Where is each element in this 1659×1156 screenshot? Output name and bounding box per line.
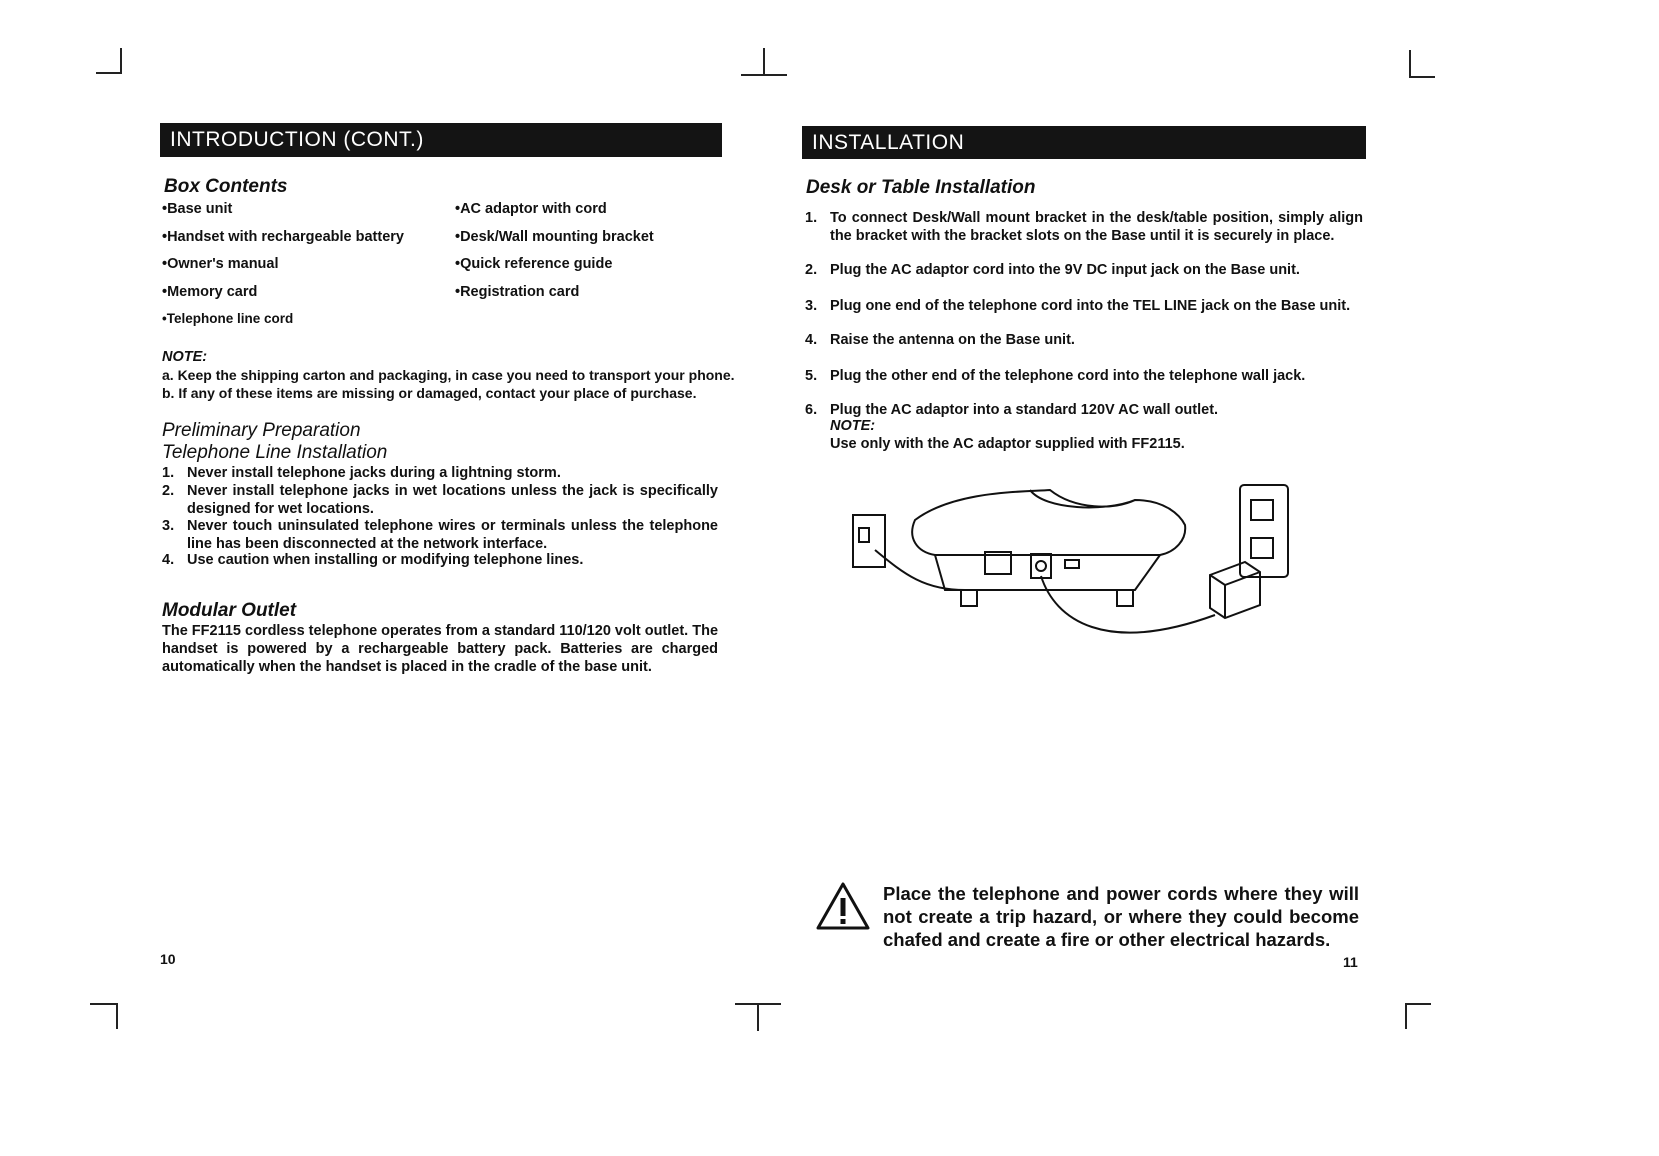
- left-page-number: 10: [160, 951, 176, 967]
- prelim-text: Use caution when installing or modifying telephone lines.: [187, 552, 584, 568]
- installation-illustration: [845, 480, 1295, 655]
- box-item: •Registration card: [455, 284, 580, 300]
- box-item: •Base unit: [162, 201, 233, 217]
- base-back-panel: [935, 555, 1160, 590]
- step-text: Plug one end of the telephone cord into the TEL LINE jack on the Base unit.: [830, 298, 1351, 314]
- telephone-line-subtitle: Telephone Line Installation: [162, 442, 388, 463]
- right-page-number: 11: [1343, 954, 1358, 970]
- ac-adaptor-edges: [1210, 572, 1260, 618]
- step-num: 4.: [805, 332, 818, 348]
- warning-text: Place the telephone and power cords where they will not create a trip hazard, or where they could become chafed and create a fire or other electrical hazards.: [883, 883, 1359, 950]
- base-foot: [1117, 590, 1133, 606]
- crop-mark-bottom-left: [90, 1003, 118, 1005]
- box-item: •Desk/Wall mounting bracket: [455, 229, 654, 245]
- step-num: 6.: [805, 402, 818, 418]
- left-page-header: INTRODUCTION (CONT.): [160, 123, 722, 157]
- crop-mark-bottom-right: [1405, 1003, 1431, 1005]
- box-item: •Memory card: [162, 284, 258, 300]
- crop-mark-bottom-center-v: [757, 1003, 759, 1031]
- step-num: 1.: [805, 210, 818, 226]
- note-label: NOTE:: [162, 349, 208, 365]
- outlet-socket-bottom: [1251, 538, 1273, 558]
- wall-jack-socket: [859, 528, 869, 542]
- step-text: To connect Desk/Wall mount bracket in the desk/table position, simply align the bracket with the bracket slots on the Base until it is securely in place.: [830, 210, 1363, 244]
- prelim-num: 4.: [162, 552, 175, 568]
- step-text: Plug the other end of the telephone cord into the telephone wall jack.: [830, 368, 1306, 384]
- step-num: 2.: [805, 262, 818, 278]
- prelim-num: 3.: [162, 518, 175, 534]
- prelim-num: 2.: [162, 483, 175, 499]
- right-page-header: INSTALLATION: [802, 126, 1366, 159]
- crop-mark-bottom-right-v: [1405, 1003, 1407, 1029]
- prelim-text: Never install telephone jacks during a lightning storm.: [187, 465, 561, 481]
- crop-mark-top-center-v: [763, 48, 765, 76]
- box-item: •Telephone line cord: [162, 311, 294, 326]
- crop-mark-top-left-v: [120, 48, 122, 74]
- crop-mark-top-right-v: [1409, 50, 1411, 78]
- step-num: 5.: [805, 368, 818, 384]
- step-text: Plug the AC adaptor into a standard 120V AC wall outlet.: [830, 402, 1219, 418]
- note-a: a. Keep the shipping carton and packaging, in case you need to transport your phone.: [162, 367, 735, 383]
- outlet-socket-top: [1251, 500, 1273, 520]
- base-unit-body: [912, 490, 1185, 555]
- desk-table-title: Desk or Table Installation: [806, 177, 1036, 198]
- box-item: •Quick reference guide: [455, 256, 613, 272]
- power-cord: [1041, 576, 1215, 633]
- crop-mark-top-right: [1409, 76, 1435, 78]
- ac-adaptor: [1210, 562, 1260, 618]
- modular-outlet-body: The FF2115 cordless telephone operates from a standard 110/120 volt outlet. The handset is powered by a rechargeable battery pack. Batteries are charged automatically when the handset is placed in the cradle of the base unit.: [162, 623, 719, 675]
- prelim-text: Never install telephone jacks in wet locations unless the jack is specifically designed for wet locations.: [187, 483, 718, 517]
- switch: [1065, 560, 1079, 568]
- crop-mark-top-left: [96, 72, 122, 74]
- box-item: •AC adaptor with cord: [455, 201, 607, 217]
- step-num: 3.: [805, 298, 818, 314]
- warning-icon: [814, 880, 872, 932]
- preliminary-title: Preliminary Preparation: [162, 420, 361, 441]
- dc-input-jack: [1031, 554, 1051, 578]
- step6-note-label: NOTE:: [830, 418, 876, 434]
- step6-note-text: Use only with the AC adaptor supplied with FF2115.: [830, 436, 1185, 452]
- dc-jack-hole: [1036, 561, 1046, 571]
- step-text: Plug the AC adaptor cord into the 9V DC input jack on the Base unit.: [830, 262, 1300, 278]
- prelim-num: 1.: [162, 465, 175, 481]
- note-b: b. If any of these items are missing or damaged, contact your place of purchase.: [162, 385, 697, 401]
- prelim-text: Never touch uninsulated telephone wires or terminals unless the telephone line has been disconnected at the network interface.: [187, 518, 718, 552]
- box-contents-title: Box Contents: [164, 176, 288, 197]
- box-item: •Owner's manual: [162, 256, 279, 272]
- box-item: •Handset with rechargeable battery: [162, 229, 404, 245]
- base-foot: [961, 590, 977, 606]
- crop-mark-bottom-left-v: [116, 1003, 118, 1029]
- modular-outlet-title: Modular Outlet: [162, 600, 297, 621]
- step-text: Raise the antenna on the Base unit.: [830, 332, 1075, 348]
